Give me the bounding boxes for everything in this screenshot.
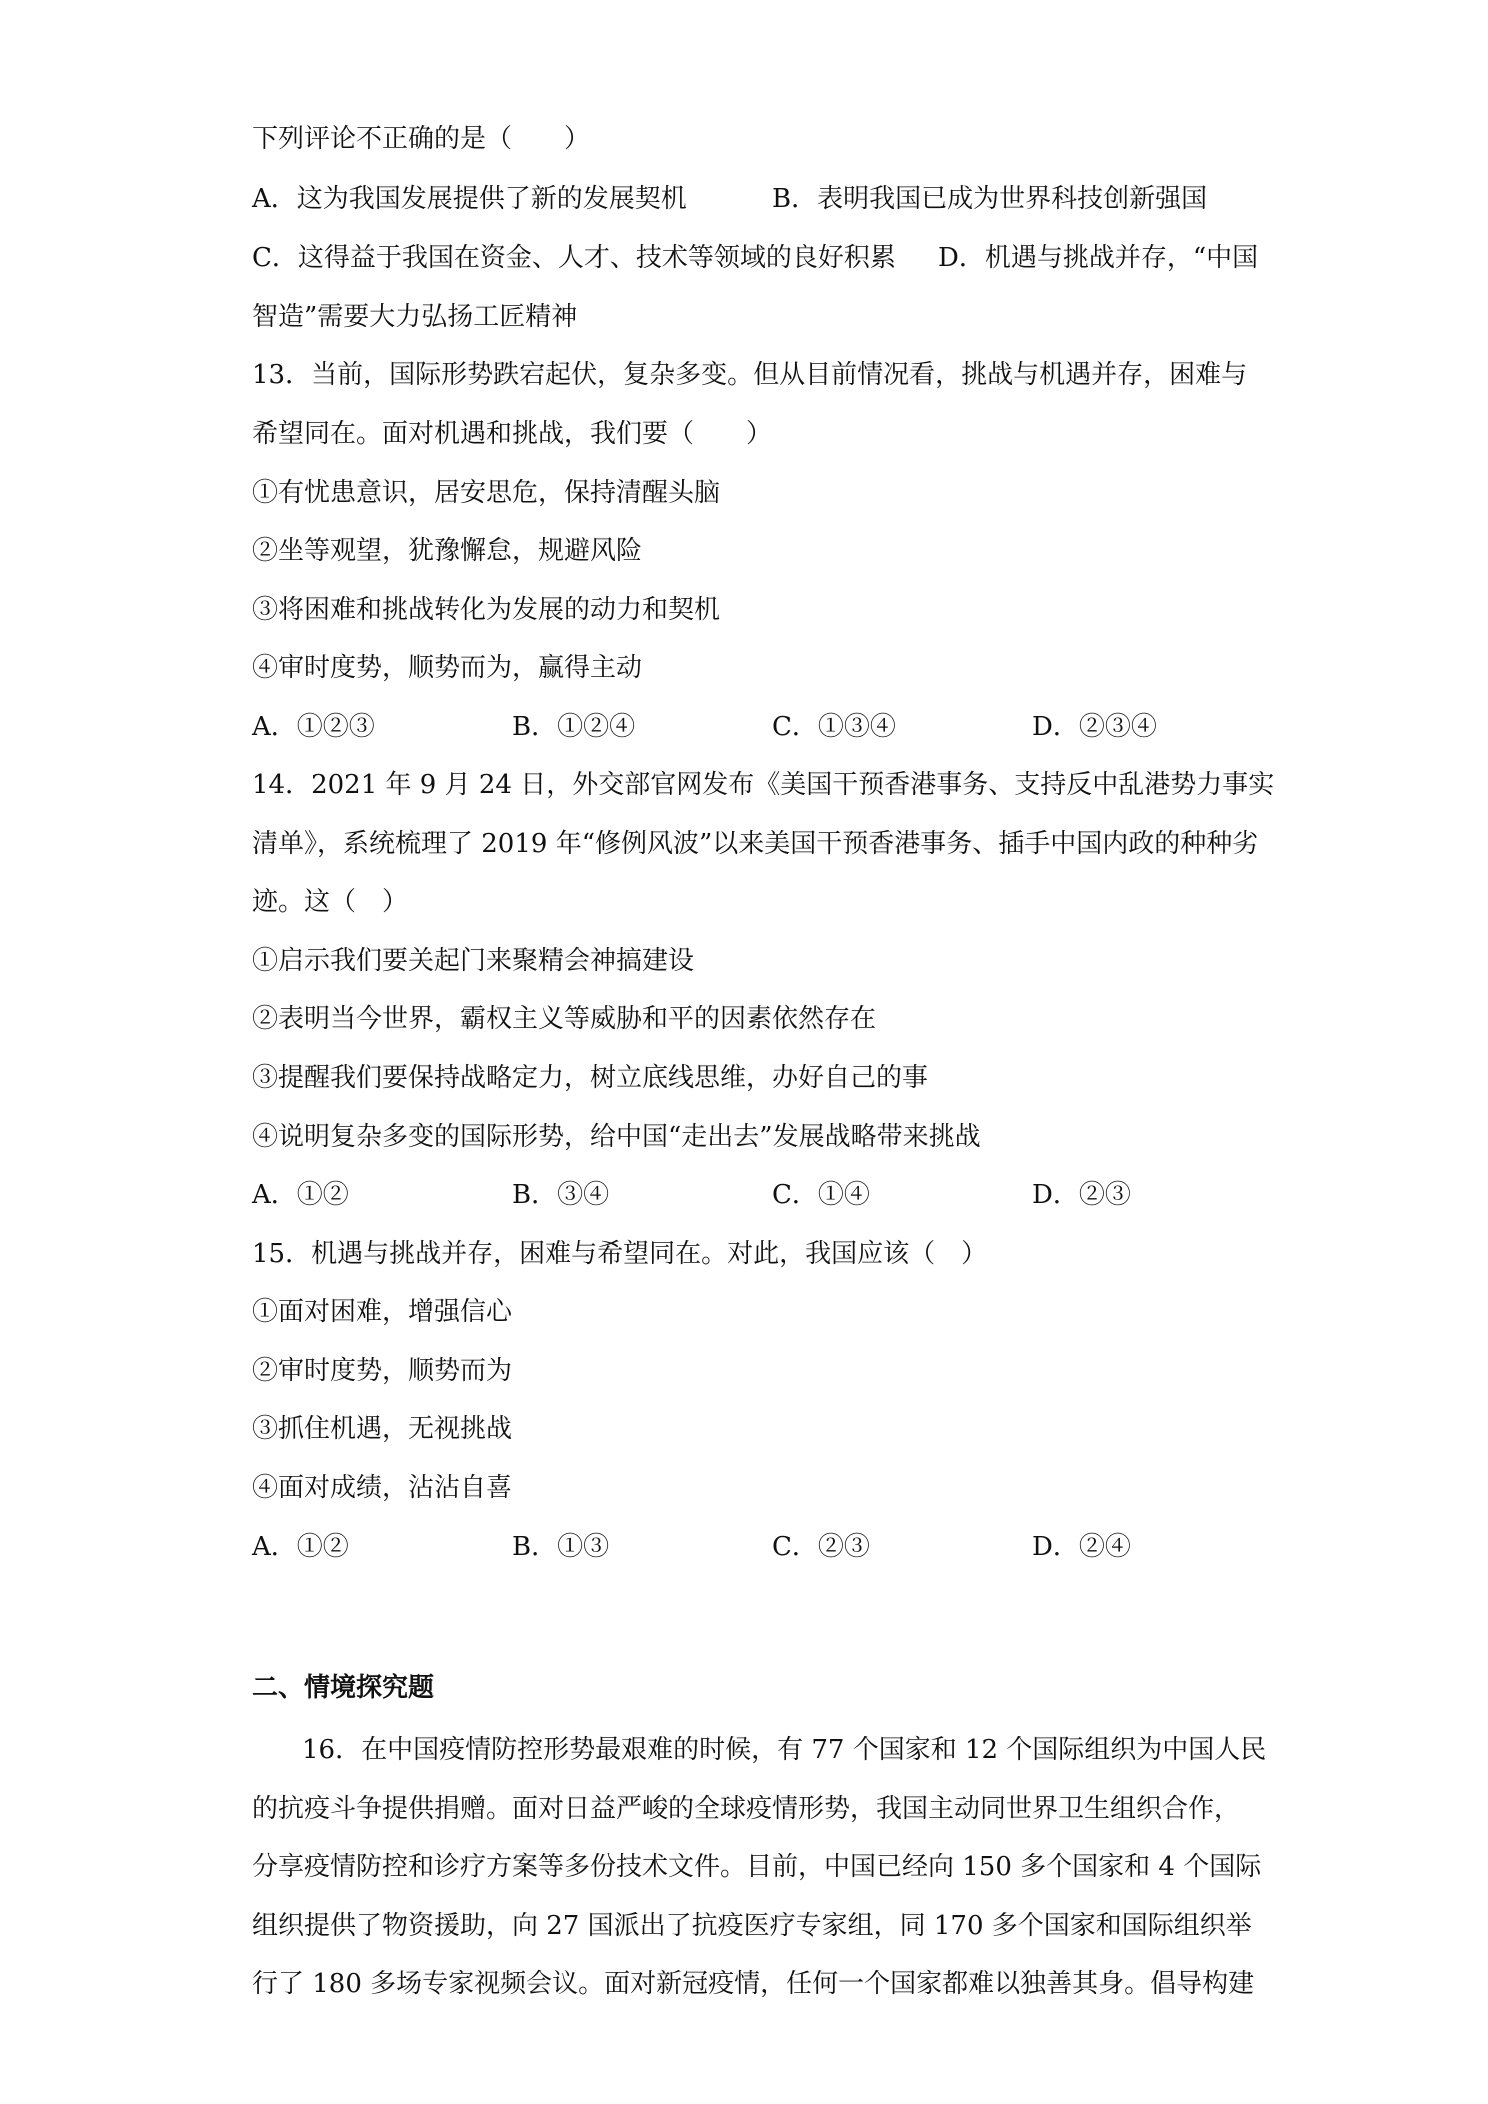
q14-item-1: ①启示我们要关起门来聚精会神搞建设: [252, 946, 695, 976]
q12-option-a: A．这为我国发展提供了新的发展契机: [252, 184, 687, 214]
q15-item-2: ②审时度势，顺势而为: [252, 1356, 513, 1386]
q13-stem-line-2: 希望同在。面对机遇和挑战，我们要（ ）: [252, 419, 773, 449]
q14-stem-line-1: 14．2021 年 9 月 24 日，外交部官网发布《美国干预香港事务、支持反中乱港势力事实: [252, 770, 1275, 800]
q13-option-b: B．①②④: [512, 712, 636, 742]
q16-line-5: 行了 180 多场专家视频会议。面对新冠疫情，任何一个国家都难以独善其身。倡导构建: [252, 1969, 1255, 1999]
q15-option-c: C．②③: [772, 1532, 870, 1562]
q13-stem-line-1: 13．当前，国际形势跌宕起伏，复杂多变。但从目前情况看，挑战与机遇并存，困难与: [252, 360, 1248, 390]
q12-stem-tail: 下列评论不正确的是（ ）: [252, 124, 591, 154]
q15-item-4: ④面对成绩，沾沾自喜: [252, 1473, 513, 1503]
q13-item-2: ②坐等观望，犹豫懈怠，规避风险: [252, 536, 643, 566]
q13-item-1: ①有忧患意识，居安思危，保持清醒头脑: [252, 478, 721, 508]
q14-stem-line-2: 清单》，系统梳理了 2019 年“修例风波”以来美国干预香港事务、插手中国内政的种种劣: [252, 829, 1259, 859]
q15-item-1: ①面对困难，增强信心: [252, 1297, 513, 1327]
q13-option-a: A．①②③: [252, 712, 375, 742]
q12-option-d-continued: 智造”需要大力弘扬工匠精神: [252, 302, 578, 332]
q14-option-b: B．③④: [512, 1180, 610, 1210]
q14-item-3: ③提醒我们要保持战略定力，树立底线思维，办好自己的事: [252, 1063, 929, 1093]
q13-item-3: ③将困难和挑战转化为发展的动力和契机: [252, 595, 721, 625]
q15-item-3: ③抓住机遇，无视挑战: [252, 1414, 513, 1444]
q14-option-c: C．①④: [772, 1180, 870, 1210]
q13-option-c: C．①③④: [772, 712, 896, 742]
q14-option-d: D．②③: [1032, 1180, 1131, 1210]
q15-option-a: A．①②: [252, 1532, 349, 1562]
q12-option-c: C．这得益于我国在资金、人才、技术等领域的良好积累: [252, 243, 896, 273]
q15-option-b: B．①③: [512, 1532, 610, 1562]
q16-line-3: 分享疫情防控和诊疗方案等多份技术文件。目前，中国已经向 150 多个国家和 4 个国际: [252, 1852, 1262, 1882]
q13-option-d: D．②③④: [1032, 712, 1157, 742]
q14-item-4: ④说明复杂多变的国际形势，给中国“走出去”发展战略带来挑战: [252, 1122, 981, 1152]
q15-stem: 15．机遇与挑战并存，困难与希望同在。对此，我国应该（ ）: [252, 1239, 988, 1269]
q13-item-4: ④审时度势，顺势而为，赢得主动: [252, 653, 643, 683]
q15-option-d: D．②④: [1032, 1532, 1131, 1562]
q16-line-1: 16．在中国疫情防控形势最艰难的时候，有 77 个国家和 12 个国际组织为中国人民: [302, 1735, 1267, 1765]
q14-option-a: A．①②: [252, 1180, 349, 1210]
q14-stem-line-3: 迹。这（ ）: [252, 887, 409, 917]
section-heading: 二、情境探究题: [252, 1673, 435, 1703]
q12-option-b: B．表明我国已成为世界科技创新强国: [772, 184, 1208, 214]
q12-option-d: D．机遇与挑战并存，“中国: [938, 243, 1259, 273]
q14-item-2: ②表明当今世界，霸权主义等威胁和平的因素依然存在: [252, 1004, 877, 1034]
q16-line-4: 组织提供了物资援助，向 27 国派出了抗疫医疗专家组，同 170 多个国家和国际组织举: [252, 1911, 1252, 1941]
q16-line-2: 的抗疫斗争提供捐赠。面对日益严峻的全球疫情形势，我国主动同世界卫生组织合作，: [252, 1794, 1241, 1824]
